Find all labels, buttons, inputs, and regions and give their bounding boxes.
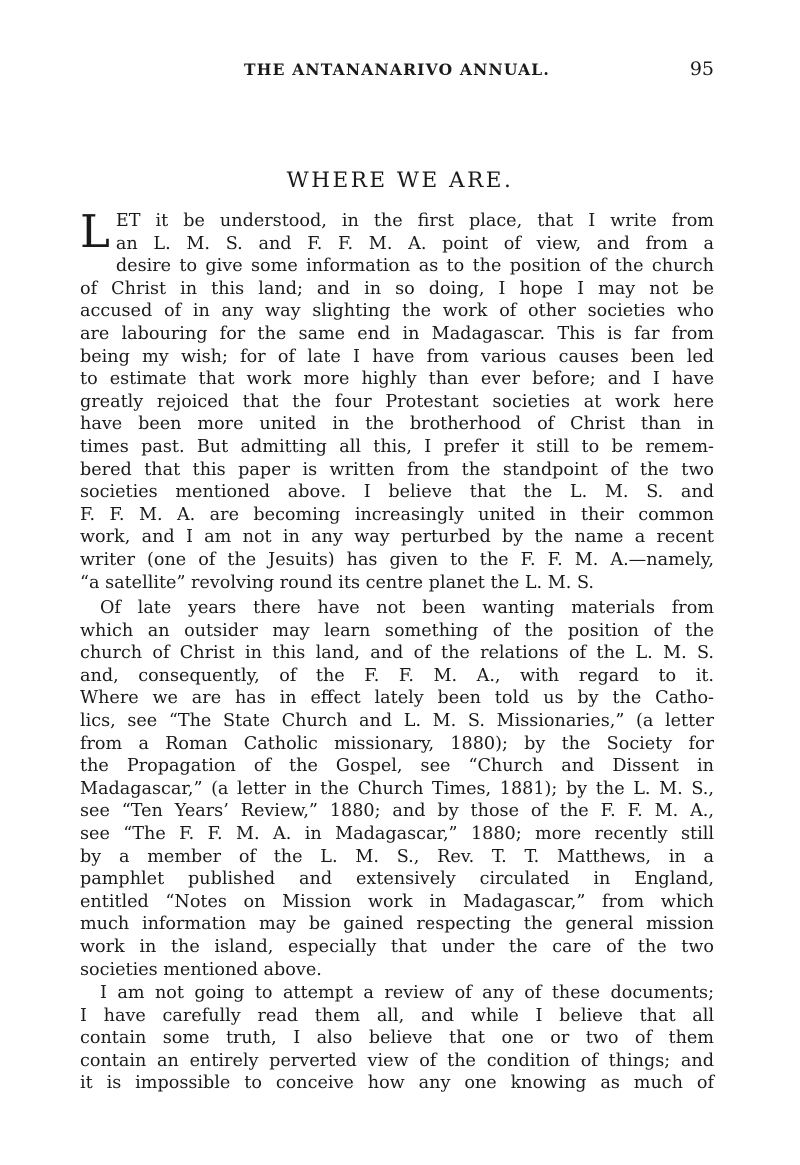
text-line: contain some truth, I also believe that one or two of them [80,1028,714,1049]
text-line: are labouring for the same end in Madagascar. This is far from [80,323,714,344]
text-line: societies mentioned above. [80,959,322,980]
drop-cap: L [80,205,110,258]
text-line: “a satellite” revolving round its centre planet the L. M. S. [80,572,594,593]
text-line: societies mentioned above. I believe that the L. M. S. and [80,482,714,503]
text-line: it is impossible to conceive how any one knowing as much of [80,1073,714,1094]
running-head: THE ANTANANARIVO ANNUAL. [244,60,550,79]
text-line: work in the island, especially that under the care of the two [80,936,714,957]
paragraph-1 [80,205,714,594]
text-line: I am not going to attempt a review of any of these documents; [100,983,714,1003]
text-line: church of Christ in this land, and of the relations of the L. M. S. [80,643,714,664]
text-line: entitled “Notes on Mission work in Madagascar,” from which [80,891,714,912]
text-line: contain an entirely perverted view of the condition of things; and [80,1050,714,1071]
text-line: much information may be gained respecting the general mission [80,914,714,935]
text-line: the Propagation of the Gospel, see “Church and Dissent in [80,756,714,777]
text-line: see “Ten Years’ Review,” 1880; and by those of the F. F. M. A., [80,801,714,822]
text-line: writer (one of the Jesuits) has given to the F. F. M. A.—namely, [80,549,714,570]
text-line: desire to give some information as to the position of the church [115,256,714,277]
paragraph-3 [80,982,714,1095]
paragraph-2 [80,597,714,981]
text-line: which an outsider may learn something of the position of the [80,620,714,641]
text-line: see “The F. F. M. A. in Madagascar,” 1880; more recently still [80,823,714,844]
page-header [80,60,714,90]
text-line: an L. M. S. and F. F. M. A. point of view, and from a [115,233,714,254]
text-line: lics, see “The State Church and L. M. S. Missionaries,” (a letter [80,710,714,731]
text-line: of Christ in this land; and in so doing, I hope I may not be [80,278,714,299]
text-line: Of late years there have not been wanting materials from [100,598,714,618]
text-line: from a Roman Catholic missionary, 1880); by the Society for [80,733,714,754]
text-line: ET it be understood, in the first place, that I write from [115,211,714,231]
text-line: have been more united in the brotherhood of Christ than in [80,414,714,435]
text-line: work, and I am not in any way perturbed by the name a recent [80,527,714,548]
text-line: pamphlet published and extensively circulated in England, [80,869,714,890]
page-number: 95 [689,58,714,80]
text-line: times past. But admitting all this, I prefer it still to be remem- [80,436,714,457]
text-line: and, consequently, of the F. F. M. A., with regard to it. [80,665,714,686]
text-line: greatly rejoiced that the four Protestant societies at work here [80,391,714,412]
text-line: to estimate that work more highly than ever before; and I have [80,369,714,390]
article-title: WHERE WE ARE. [286,168,514,193]
text-line: F. F. M. A. are becoming increasingly united in their common [80,504,714,525]
text-line: Where we are has in effect lately been told us by the Catho- [80,688,714,709]
text-line: accused of in any way slighting the work of other societies who [80,301,714,322]
text-line: bered that this paper is written from the standpoint of the two [80,459,714,480]
text-line: being my wish; for of late I have from various causes been led [80,346,714,367]
text-line: I have carefully read them all, and while I believe that all [80,1005,714,1026]
text-line: Madagascar,” (a letter in the Church Times, 1881); by the L. M. S., [80,778,714,799]
text-line: by a member of the L. M. S., Rev. T. T. Matthews, in a [80,846,714,867]
